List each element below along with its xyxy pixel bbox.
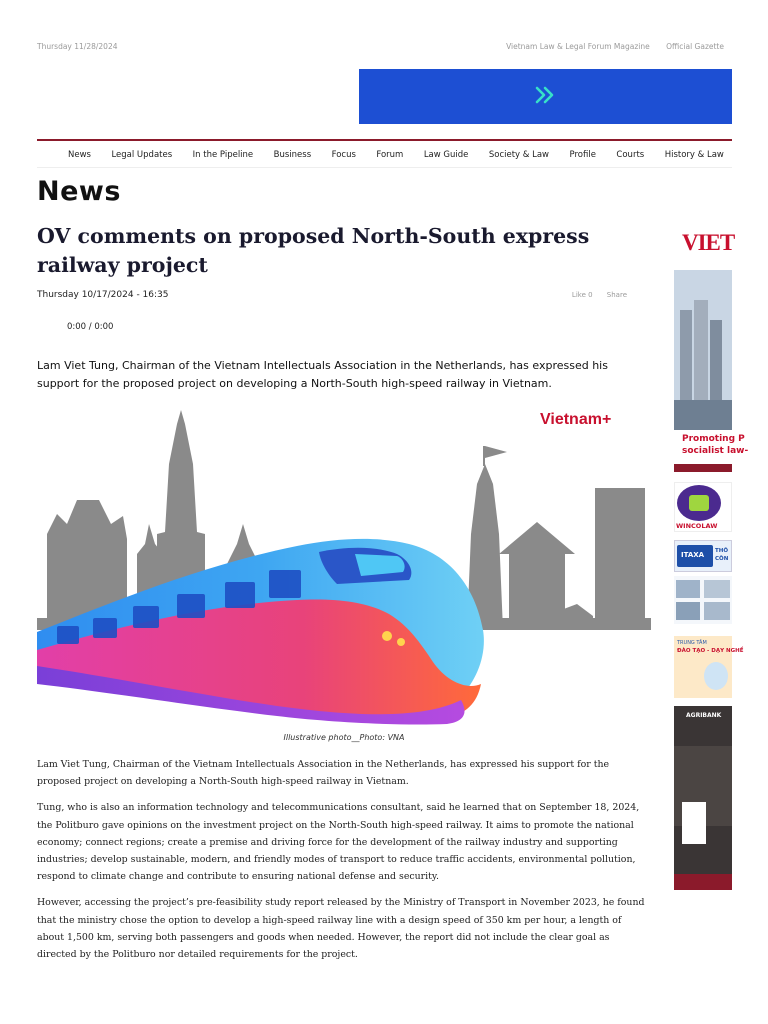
vietnamplus-watermark: Vietnam+ (540, 411, 612, 428)
share-button[interactable]: Share (606, 291, 627, 299)
nav-item-society-law[interactable]: Society & Law (488, 149, 550, 160)
article-paragraph: Tung, who is also an information technology and telecommunications consultant, said he learned that on September 18, 2024, the Politburo gave opinions on the investment project on the North-South high-speed railway. It aims to promote the national economy; connect regions; create a premise and driving force for the development of the railway industry and supporting industries; develop sustainable, modern, and friendly modes of transport to reduce traffic accidents, environmental pollution, respond to climate change and contribute to ensuring national defense and security. (37, 802, 640, 883)
audio-time: 0:00 / 0:00 (67, 322, 114, 332)
nav-item-forum[interactable]: Forum (376, 149, 404, 160)
wincolaw-ad[interactable] (674, 482, 732, 532)
magazine-logo-text: VIET (682, 230, 735, 255)
nav-item-law-guide[interactable]: Law Guide (423, 149, 469, 160)
header-divider (37, 139, 732, 141)
nav-item-focus[interactable]: Focus (331, 149, 356, 160)
top-links (492, 42, 724, 51)
article-paragraph: Lam Viet Tung, Chairman of the Vietnam Intellectuals Association in the Netherlands, has expressed his support for the proposed project on developing a North-South high-speed railway in Vietnam. (37, 759, 610, 788)
magazine-logo-ad[interactable] (674, 228, 735, 264)
article-image (37, 404, 651, 726)
wincolaw-label: WINCOLAW (676, 522, 718, 530)
top-bar (37, 40, 732, 54)
play-icon[interactable] (49, 322, 56, 332)
nav-item-history-law[interactable]: History & Law (664, 149, 724, 160)
nav-item-legal-updates[interactable]: Legal Updates (111, 149, 173, 160)
article-body (37, 756, 647, 972)
image-caption: Illustrative photo__Photo: VNA (283, 733, 405, 742)
official-gazette-link[interactable]: Official Gazette (666, 42, 724, 51)
nav-item-business[interactable]: Business (273, 149, 312, 160)
audio-player (37, 318, 237, 338)
article-lead: Lam Viet Tung, Chairman of the Vietnam Intellectuals Association in the Netherlands, has expressed his support for the proposed project on developing a North-South high-speed railway in Vietnam. (37, 359, 608, 390)
magazine-cover-ad[interactable] (674, 270, 749, 472)
article-headline: OV comments on proposed North-South express railway project (37, 224, 590, 277)
social-actions (560, 291, 627, 299)
agribank-logo: AGRIBANK (686, 712, 722, 719)
article-datetime: Thursday 10/17/2024 - 16:35 (37, 290, 169, 300)
itaxa-logo: ITAXA (681, 551, 705, 559)
nav-item-news[interactable]: News (68, 149, 91, 160)
cover-caption-line-1: Promoting P (682, 434, 745, 444)
cover-caption-line-2: socialist law- (682, 446, 749, 456)
training-center-ad[interactable] (674, 636, 744, 698)
nav-item-courts[interactable]: Courts (616, 149, 645, 160)
nav-item-in-the-pipeline[interactable]: In the Pipeline (192, 149, 254, 160)
banner-ad[interactable] (359, 69, 732, 124)
nav-item-profile[interactable]: Profile (569, 149, 596, 160)
logo-area[interactable] (37, 69, 337, 124)
double-chevron-right-icon (535, 86, 557, 108)
magazine-link[interactable]: Vietnam Law & Legal Forum Magazine (506, 42, 650, 51)
itaxa-text: THÔ CÔN (715, 548, 729, 562)
article-meta (37, 290, 637, 304)
cover-photo (674, 270, 732, 430)
current-date: Thursday 11/28/2024 (37, 42, 118, 51)
building-ad[interactable] (674, 576, 732, 624)
training-ad-line-2: ĐÀO TẠO - DẠY NGHỀ (677, 648, 744, 654)
main-nav (37, 142, 732, 168)
itaxa-ad[interactable] (674, 540, 732, 572)
section-title: News (37, 176, 121, 207)
like-button[interactable]: Like 0 (571, 291, 593, 299)
agribank-ad[interactable] (674, 706, 732, 890)
training-ad-line-1: TRUNG TÂM (677, 640, 707, 646)
article-paragraph: However, accessing the project’s pre-feasibility study report released by the Ministry of Transport in November 2023, he found that the ministry chose the option to develop a high-speed railway line with a design speed of 350 km per hour, a length of about 1,500 km, serving both passengers and goods when needed. However, the report did not include the clear goal as directed by the Politburo nor detailed requirements for the project. (37, 897, 645, 961)
